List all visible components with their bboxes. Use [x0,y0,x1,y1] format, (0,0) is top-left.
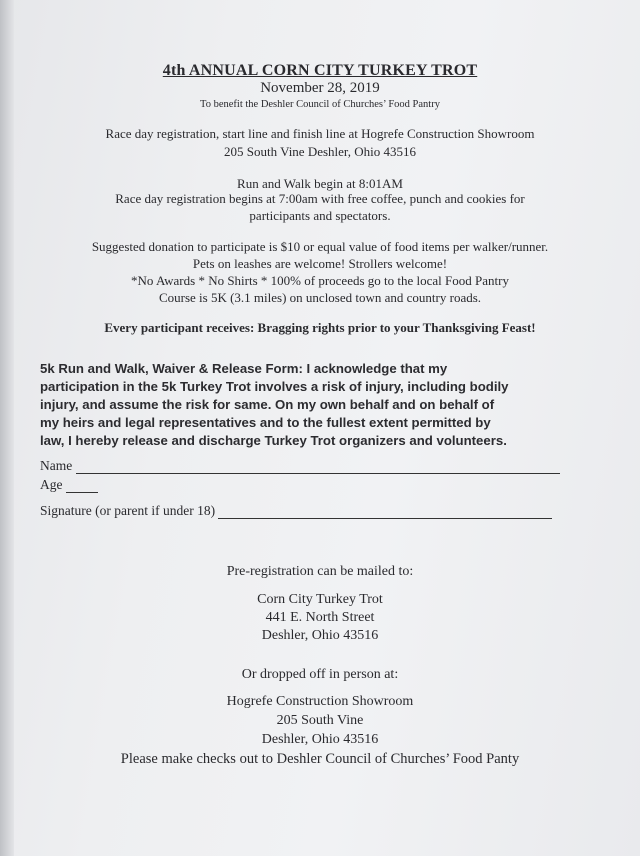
details-line-4: Course is 5K (3.1 miles) on unclosed town and country roads. [158,290,482,305]
waiver-line: injury, and assume the risk for same. On my own behalf and on behalf of [40,397,495,412]
flyer-title: 4th ANNUAL CORN CITY TURKEY TROT [162,62,478,79]
schedule-line-1: Run and Walk begin at 8:01AM [237,176,403,191]
name-label: Name [40,458,73,473]
participant-reward: Every participant receives: Bragging rights prior to your Thanksgiving Feast! [104,320,536,335]
signature-label: Signature (or parent if under 18) [40,503,216,518]
details-line-2: Pets on leashes are welcome! Strollers welcome! [192,256,448,271]
details-line-3: *No Awards * No Shirts * 100% of proceeds go to the local Food Pantry [131,273,509,288]
mail-line-1: Corn City Turkey Trot [257,592,383,607]
age-field-row [40,477,98,493]
schedule-line-3: participants and spectators. [249,208,391,223]
dropoff-line-1: Hogrefe Construction Showroom [226,694,414,709]
waiver-line: law, I hereby release and discharge Turkey Trot organizers and volunteers. [40,433,507,448]
dropoff-heading: Or dropped off in person at: [241,667,399,682]
signature-input-line[interactable] [218,504,552,519]
location-line-2: 205 South Vine Deshler, Ohio 43516 [223,144,416,159]
location-line-1: Race day registration, start line and finish line at Hogrefe Construction Showroom [105,126,535,141]
signature-field-row [40,503,552,519]
checks-note: Please make checks out to Deshler Council of Churches’ Food Panty [120,751,520,767]
benefit-note: To benefit the Deshler Council of Churches’ Food Pantry [200,99,440,110]
age-label: Age [40,477,63,492]
mail-line-2: 441 E. North Street [265,610,375,625]
mail-heading: Pre-registration can be mailed to: [226,564,414,579]
waiver-line: my heirs and legal representatives and to the fullest extent permitted by [40,415,491,430]
waiver-text [40,360,615,450]
dropoff-line-2: 205 South Vine [276,713,364,728]
details-line-1: Suggested donation to participate is $10 or equal value of food items per walker/runner. [91,239,549,254]
mail-line-3: Deshler, Ohio 43516 [261,628,379,643]
dropoff-line-3: Deshler, Ohio 43516 [261,732,379,747]
event-date: November 28, 2019 [260,80,380,96]
waiver-line: participation in the 5k Turkey Trot involves a risk of injury, including bodily [40,379,509,394]
name-input-line[interactable] [76,459,560,474]
age-input-line[interactable] [66,478,98,493]
name-field-row [40,458,560,474]
waiver-line: 5k Run and Walk, Waiver & Release Form: I acknowledge that my [40,361,448,376]
schedule-line-2: Race day registration begins at 7:00am with free coffee, punch and cookies for [115,191,525,206]
